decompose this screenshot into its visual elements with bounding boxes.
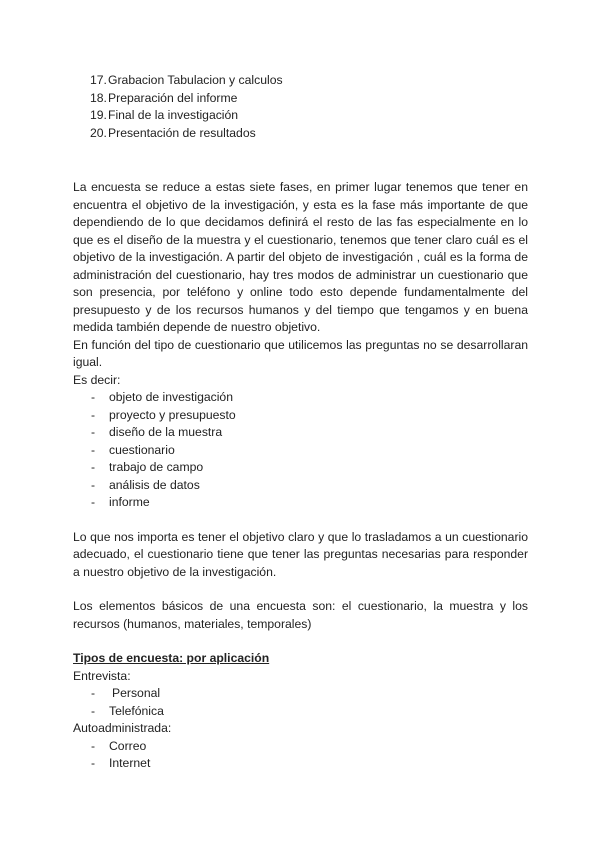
- paragraph-fases: La encuesta se reduce a estas siete fases, en primer lugar tenemos que tener en encuentra el objetivo de la investigación, y esta es la fase más importante de que dependiendo de lo que decidamos definirá el resto de las fas especialmente en lo que es el diseño de la muestra y el cuestionario, tenemos que tener claro cuál es el objetivo de la investigación. A partir del objeto de investigación , cuál es la forma de administración del cuestionario, hay tres modos de administrar un cuestionario que son presencia, por teléfono y online todo esto depende fundamentalmente del presupuesto y de los recursos humanos y del tiempo que tengamos y en buena medida también depende de nuestro objetivo.: [73, 180, 528, 334]
- dash-bullet: -: [91, 756, 96, 770]
- list-number: 18.: [90, 90, 107, 105]
- list-text: trabajo de campo: [109, 460, 204, 474]
- list-text: cuestionario: [109, 442, 175, 457]
- list-item: [91, 755, 528, 773]
- list-item: [90, 72, 528, 90]
- list-text: diseño de la muestra: [109, 425, 223, 439]
- phases-list: [91, 389, 528, 512]
- autoadministrada-label: Autoadministrada:: [73, 721, 172, 735]
- document-body: [73, 72, 528, 773]
- list-text: objeto de investigación: [109, 390, 233, 404]
- dash-bullet: -: [91, 460, 96, 474]
- list-number: 19.: [90, 108, 107, 122]
- list-text: análisis de datos: [109, 477, 200, 492]
- list-item: [91, 442, 528, 460]
- list-text: Telefónica: [109, 703, 164, 718]
- dash-bullet: -: [91, 703, 96, 718]
- dash-bullet: -: [91, 425, 96, 439]
- dash-bullet: -: [91, 495, 96, 509]
- section-heading: Tipos de encuesta: por aplicación: [73, 651, 270, 665]
- paragraph-objetivo: Lo que nos importa es tener el objetivo claro y que lo trasladamos a un cuestionario adecuado, el cuestionario tiene que tener las preguntas necesarias para responder a nuestro objetivo de la investigación.: [73, 529, 528, 579]
- list-item: [91, 477, 528, 495]
- list-item: [91, 494, 528, 512]
- list-text: Presentación de resultados: [108, 125, 256, 140]
- list-text: Grabacion Tabulacion y calculos: [108, 73, 283, 87]
- list-item: [90, 90, 528, 108]
- dash-bullet: -: [91, 738, 96, 753]
- list-text: Correo: [109, 738, 147, 753]
- list-item: [90, 107, 528, 125]
- paragraph-funcion: En función del tipo de cuestionario que utilicemos las preguntas no se desarrollaran igual.: [73, 337, 528, 369]
- list-text: Final de la investigación: [108, 108, 239, 122]
- dash-bullet: -: [91, 477, 96, 492]
- list-text: Preparación del informe: [108, 90, 238, 105]
- list-item: [91, 389, 528, 407]
- list-item: [91, 685, 528, 703]
- autoadministrada-list: [91, 738, 528, 773]
- list-item: [91, 738, 528, 756]
- list-text: Personal: [112, 686, 161, 700]
- dash-bullet: -: [91, 686, 96, 700]
- list-number: 20.: [90, 125, 107, 140]
- list-item: [91, 407, 528, 425]
- list-item: [91, 703, 528, 721]
- list-text: informe: [109, 495, 150, 509]
- list-text: Internet: [109, 756, 151, 770]
- entrevista-label: Entrevista:: [73, 668, 131, 683]
- numbered-list: [90, 72, 528, 142]
- es-decir-label: Es decir:: [73, 372, 121, 387]
- dash-bullet: -: [91, 442, 96, 457]
- paragraph-elementos: Los elementos básicos de una encuesta son: el cuestionario, la muestra y los recursos (humanos, materiales, temporales): [73, 599, 528, 631]
- list-item: [91, 459, 528, 477]
- list-item: [91, 424, 528, 442]
- entrevista-list: [91, 685, 528, 720]
- dash-bullet: -: [91, 390, 96, 404]
- list-item: [90, 125, 528, 143]
- dash-bullet: -: [91, 407, 96, 422]
- list-text: proyecto y presupuesto: [109, 407, 236, 422]
- list-number: 17.: [90, 73, 107, 87]
